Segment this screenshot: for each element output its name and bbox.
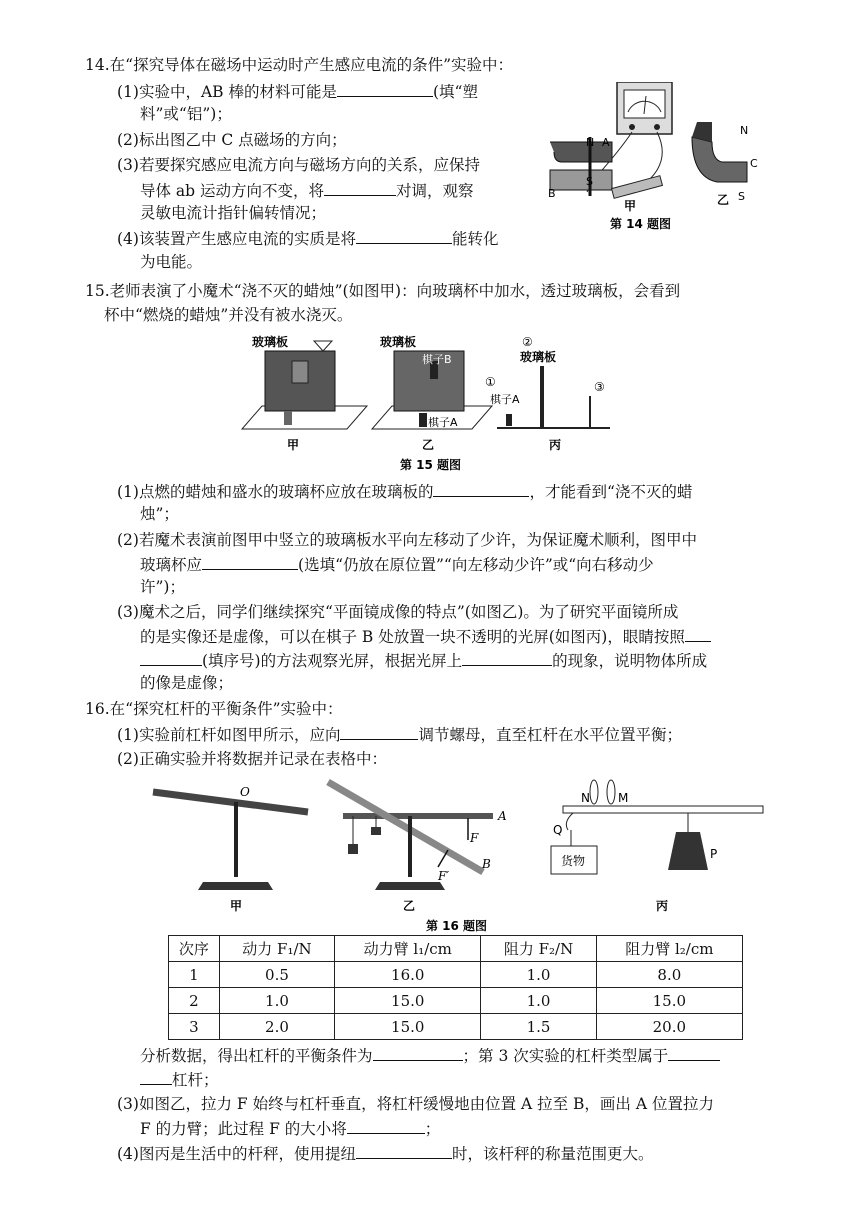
q16-part2: (2)正确实验并将数据并记录在表格中： bbox=[117, 750, 387, 768]
table-header: 次序 bbox=[169, 936, 220, 962]
q14-part1-cont: 料”或“铝”)； bbox=[140, 105, 232, 123]
table-cell: 1.5 bbox=[481, 1014, 596, 1040]
table-header-row bbox=[169, 936, 743, 962]
q14-part4-cont: 为电能。 bbox=[140, 253, 203, 271]
table-cell: 16.0 bbox=[335, 962, 481, 988]
table-cell: 8.0 bbox=[596, 962, 742, 988]
q16-analysis-cont: 杠杆； bbox=[140, 1068, 219, 1091]
table-header: 阻力臂 l₂/cm bbox=[596, 936, 742, 962]
q16-fig-bing: 丙 bbox=[656, 899, 669, 913]
label-n2: N bbox=[740, 124, 749, 137]
q16-figure bbox=[148, 772, 773, 934]
q16-part1: (1)实验前杠杆如图甲所示，应向 调节螺母，直至杠杆在水平位置平衡； bbox=[117, 723, 682, 746]
table-row bbox=[169, 988, 743, 1014]
label-p16: P bbox=[710, 847, 718, 861]
table-cell: 3 bbox=[169, 1014, 220, 1040]
q14-part2: (2)标出图乙中 C 点磁场的方向； bbox=[117, 131, 347, 149]
q15-blank-3c[interactable] bbox=[462, 649, 552, 666]
q14-fig-yi: 乙 bbox=[717, 193, 730, 207]
table-cell: 15.0 bbox=[596, 988, 742, 1014]
label-m16: M bbox=[618, 791, 629, 805]
q16-fig-jia: 甲 bbox=[230, 899, 243, 913]
q14-blank-1[interactable] bbox=[337, 80, 433, 97]
q15-part3-cont3: 的像是虚像； bbox=[140, 674, 234, 692]
q15-fig-yi: 乙 bbox=[422, 438, 435, 452]
label-f2: F′ bbox=[438, 869, 450, 883]
q16-blank-4[interactable] bbox=[356, 1142, 452, 1159]
q14-figure bbox=[542, 82, 792, 242]
q14-fig-jia: 甲 bbox=[624, 199, 637, 213]
q16-blank-3[interactable] bbox=[347, 1117, 425, 1134]
table-cell: 15.0 bbox=[335, 988, 481, 1014]
table-header: 阻力 F₂/N bbox=[481, 936, 596, 962]
q16-stem: 16.在“探究杠杆的平衡条件”实验中： bbox=[85, 700, 343, 718]
q15-blank-2[interactable] bbox=[202, 553, 298, 570]
q15-part2: (2)若魔术表演前图甲中竖立的玻璃板水平向左移动了少许，为保证魔术顺利，图甲中 bbox=[117, 531, 697, 549]
piece-b: 棋子B bbox=[422, 353, 452, 366]
q16-part3: (3)如图乙，拉力 F 始终与杠杆垂直，将杠杆缓慢地由位置 A 拉至 B，画出 A 位置拉力 bbox=[117, 1095, 714, 1113]
goods-label: 货物 bbox=[561, 854, 586, 868]
label-c: C bbox=[750, 157, 758, 170]
q15-fig-jia: 甲 bbox=[287, 438, 300, 452]
q15-part3: (3)魔术之后，同学们继续探究“平面镜成像的特点”(如图乙)。为了研究平面镜所成 bbox=[117, 603, 679, 621]
label-b: B bbox=[548, 187, 556, 200]
q16-blank-2c[interactable] bbox=[140, 1068, 172, 1085]
label-a: A bbox=[602, 136, 610, 149]
piece-a: 棋子A bbox=[428, 416, 458, 429]
label-b16: B bbox=[482, 857, 491, 871]
q15-part3-cont2: (填序号)的方法观察光屏，根据光屏上 的现象，说明物体所成 bbox=[140, 649, 707, 672]
label-f: F bbox=[470, 831, 479, 845]
label-a16: A bbox=[498, 809, 507, 823]
q16-analysis: 分析数据，得出杠杆的平衡条件为 ；第 3 次实验的杠杆类型属于 bbox=[140, 1044, 720, 1067]
q16-part3-cont: F 的力臂；此过程 F 的大小将 ； bbox=[140, 1117, 440, 1140]
q14-blank-3[interactable] bbox=[324, 179, 396, 196]
label-o: O bbox=[240, 785, 250, 799]
table-cell: 0.5 bbox=[219, 962, 334, 988]
label-n: N bbox=[586, 136, 595, 149]
q15-blank-1[interactable] bbox=[433, 480, 529, 497]
q15-part1: (1)点燃的蜡烛和盛水的玻璃杯应放在玻璃板的 ，才能看到“浇不灭的蜡 bbox=[117, 480, 692, 503]
table-cell: 2.0 bbox=[219, 1014, 334, 1040]
q15-fig-caption: 第 15 题图 bbox=[400, 458, 462, 472]
table-row bbox=[169, 962, 743, 988]
table-cell: 2 bbox=[169, 988, 220, 1014]
q14-part3: (3)若要探究感应电流方向与磁场方向的关系，应保持 bbox=[117, 156, 480, 174]
q16-part4: (4)图丙是生活中的杆秤，使用提纽 时，该杆秤的称量范围更大。 bbox=[117, 1142, 653, 1165]
label-q16: Q bbox=[553, 823, 563, 837]
q15-part2-cont2: 许”)； bbox=[140, 578, 185, 596]
q16-fig-caption: 第 16 题图 bbox=[426, 919, 488, 933]
q14-part3-cont: 导体 ab 运动方向不变，将 对调，观察 bbox=[140, 179, 474, 202]
table-cell: 1.0 bbox=[481, 988, 596, 1014]
q15-blank-3b[interactable] bbox=[140, 649, 202, 666]
circle-2: ② bbox=[522, 335, 533, 349]
glass-label-1: 玻璃板 bbox=[252, 335, 289, 349]
piece-a-2: 棋子A bbox=[490, 393, 520, 406]
label-s2: S bbox=[738, 190, 745, 203]
label-n16: N bbox=[581, 791, 590, 805]
q15-part2-cont: 玻璃杯应 (选填“仍放在原位置”“向左移动少许”或“向右移动少 bbox=[140, 553, 654, 576]
table-row bbox=[169, 1014, 743, 1040]
q15-part1-cont: 烛”； bbox=[140, 505, 179, 523]
glass-label-3: 玻璃板 bbox=[520, 350, 557, 364]
label-s: S bbox=[586, 175, 593, 188]
q15-blank-3a[interactable] bbox=[685, 625, 711, 642]
q15-figure bbox=[232, 331, 617, 474]
q14-stem: 14.在“探究导体在磁场中运动时产生感应电流的条件”实验中： bbox=[85, 56, 514, 74]
table-cell: 15.0 bbox=[335, 1014, 481, 1040]
table-cell: 20.0 bbox=[596, 1014, 742, 1040]
table-cell: 1 bbox=[169, 962, 220, 988]
q14-blank-4[interactable] bbox=[356, 227, 452, 244]
q16-blank-1[interactable] bbox=[340, 723, 418, 740]
data-table bbox=[168, 935, 743, 1040]
glass-label-2: 玻璃板 bbox=[380, 335, 417, 349]
q14-part3-cont2: 灵敏电流计指针偏转情况； bbox=[140, 204, 327, 222]
q16-blank-2b[interactable] bbox=[668, 1044, 720, 1061]
table-cell: 1.0 bbox=[219, 988, 334, 1014]
q15-part3-cont: 的是实像还是虚像，可以在棋子 B 处放置一块不透明的光屏(如图丙)，眼睛按照 bbox=[140, 625, 711, 648]
q16-blank-2a[interactable] bbox=[373, 1044, 463, 1061]
q14-fig-caption: 第 14 题图 bbox=[610, 217, 672, 231]
q15-fig-bing: 丙 bbox=[549, 438, 562, 452]
q16-fig-yi: 乙 bbox=[403, 899, 416, 913]
q15-stem-cont: 杯中“燃烧的蜡烛”并没有被水浇灭。 bbox=[104, 306, 353, 324]
table-header: 动力臂 l₁/cm bbox=[335, 936, 481, 962]
circle-1: ① bbox=[485, 375, 496, 389]
q15-stem: 15.老师表演了小魔术“浇不灭的蜡烛”(如图甲)：向玻璃杯中加水，透过玻璃板，会看到 bbox=[85, 282, 681, 300]
table-header: 动力 F₁/N bbox=[219, 936, 334, 962]
table-cell: 1.0 bbox=[481, 962, 596, 988]
q14-part1: (1)实验中，AB 棒的材料可能是 (填“塑 bbox=[117, 80, 478, 103]
q14-part4: (4)该装置产生感应电流的实质是将 能转化 bbox=[117, 227, 498, 250]
circle-3: ③ bbox=[594, 380, 605, 394]
